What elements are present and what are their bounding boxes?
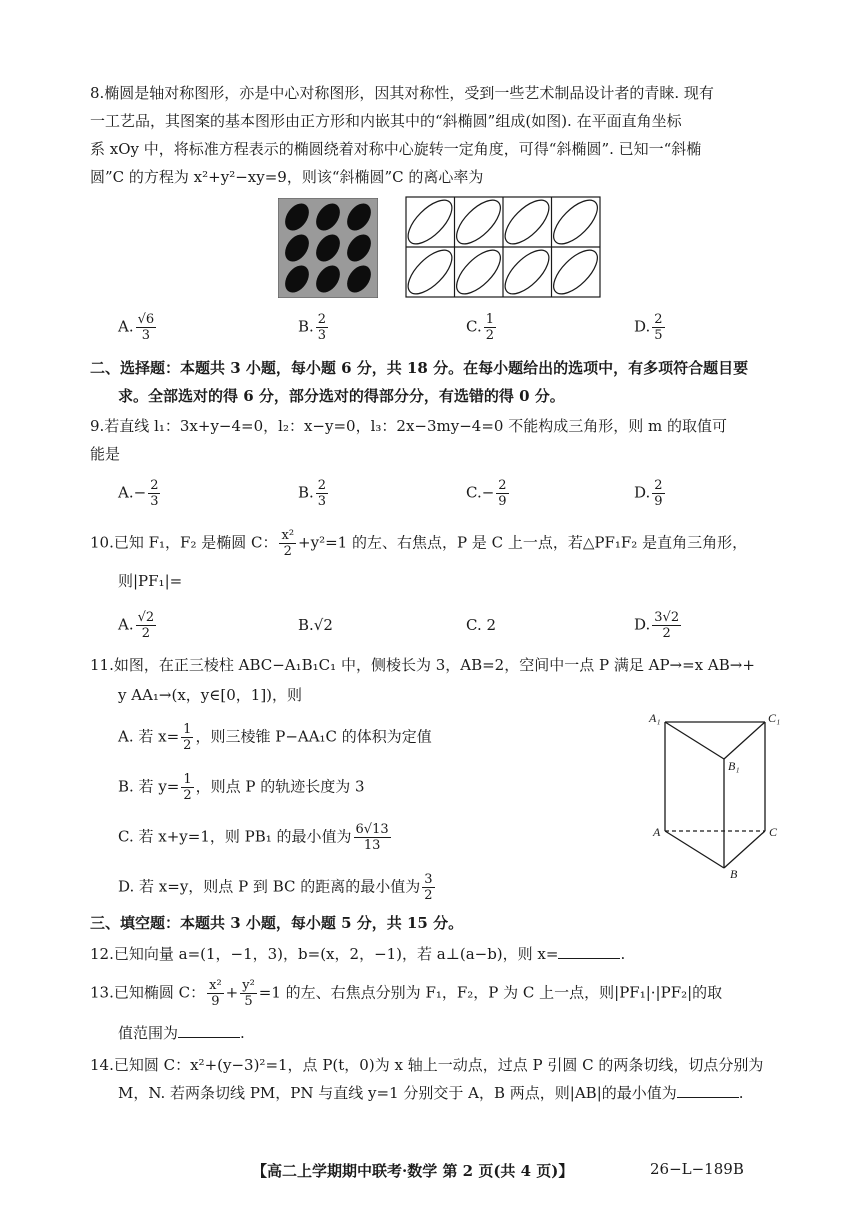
- q12-line: 12.已知向量 a=(1，−1，3)，b=(x，2，−1)，若 a⊥(a−b)，则 x= .: [90, 941, 625, 967]
- q9-option-c[interactable]: C.− $\frac{2}{9}$: [466, 478, 507, 509]
- q9-option-d[interactable]: D. $\frac{2}{9}$: [634, 478, 663, 509]
- q8-line3: 系 xOy 中，将标准方程表示的椭圆绕着对称中心旋转一定角度，可得“斜椭圆”. 已知一“斜椭: [90, 140, 702, 158]
- q8-option-b[interactable]: B. $\frac{2}{3}$: [298, 312, 327, 343]
- q11-prism-figure: [645, 708, 790, 886]
- q13-line2: 值范围为 .: [118, 1020, 245, 1046]
- q10-option-d[interactable]: D. $\frac{3√2}{2}$: [634, 610, 680, 641]
- q11-line2: y AA₁→(x，y∈[0，1])，则: [118, 686, 303, 704]
- section2-heading-line1: 二、选择题：本题共 3 小题，每小题 6 分，共 18 分。在每小题给出的选项中，有多项符合题目要: [90, 359, 749, 377]
- q8-option-c[interactable]: C. $\frac{1}{2}$: [466, 312, 494, 343]
- label-b: B: [730, 867, 738, 881]
- q13-answer-blank[interactable]: [178, 1021, 240, 1038]
- q10-line2: 则|PF₁|=: [118, 572, 183, 590]
- q11-option-d[interactable]: D. 若 x=y，则点 P 到 BC 的距离的最小值为 $\frac{3}{2}$: [118, 872, 433, 903]
- q14-line1: 14.已知圆 C：x²+(y−3)²=1，点 P(t，0)为 x 轴上一动点，过点 P 引圆 C 的两条切线，切点分别为: [90, 1056, 764, 1074]
- label-b1: B₁: [728, 759, 740, 773]
- q8-ellipse-grid-figure: [405, 196, 601, 298]
- exam-code: 26−L−189B: [650, 1160, 744, 1178]
- label-a: A: [653, 825, 661, 839]
- label-c1: C₁: [768, 711, 781, 725]
- q9-option-b[interactable]: B. $\frac{2}{3}$: [298, 478, 327, 509]
- q8-line2: 一工艺品，其图案的基本图形由正方形和内嵌其中的“斜椭圆”组成(如图). 在平面直角坐标: [90, 112, 682, 130]
- section2-heading-line2: 求。全部选对的得 6 分，部分选对的得部分分，有选错的得 0 分。: [118, 387, 565, 405]
- q8-option-d[interactable]: D. $\frac{2}{5}$: [634, 312, 663, 343]
- q10-line1: 10.已知 F₁，F₂ 是椭圆 C： $\frac{\text{x²}}{2}$ +y²=1 的左、右焦点，P 是 C 上一点，若△PF₁F₂ 是直角三角形，: [90, 528, 748, 559]
- q8-option-a[interactable]: A. $\frac{√6}{3}$: [118, 312, 155, 343]
- q8-line4: 圆”C 的方程为 x²+y²−xy=9，则该“斜椭圆”C 的离心率为: [90, 168, 484, 186]
- q14-answer-blank[interactable]: [677, 1081, 739, 1098]
- q10-option-a[interactable]: A. $\frac{√2}{2}$: [118, 610, 155, 641]
- q11-option-c[interactable]: C. 若 x+y=1，则 PB₁ 的最小值为 $\frac{6√13}{13}$: [118, 822, 389, 853]
- q14-line2: M，N. 若两条切线 PM，PN 与直线 y=1 分别交于 A，B 两点，则|AB|的最小值为 .: [118, 1080, 744, 1106]
- q11-option-a[interactable]: A. 若 x= $\frac{1}{2}$ ，则三棱锥 P−AA₁C 的体积为定值: [118, 722, 432, 753]
- q11-line1: 11.如图，在正三棱柱 ABC−A₁B₁C₁ 中，侧棱长为 3，AB=2，空间中一点 P 满足 AP→=x AB→+: [90, 656, 755, 674]
- label-c: C: [769, 825, 778, 839]
- q9-option-a[interactable]: A.− $\frac{2}{3}$: [118, 478, 159, 509]
- section3-heading: 三、填空题：本题共 3 小题，每小题 5 分，共 15 分。: [90, 914, 464, 932]
- q12-answer-blank[interactable]: [558, 942, 620, 959]
- q10-option-b[interactable]: B.√2: [298, 616, 333, 634]
- q9-line2: 能是: [90, 445, 121, 463]
- q13-line1: 13.已知椭圆 C： $\frac{\text{x²}}{9}$ + $\frac{\text{y²}}{5}$ =1 的左、右焦点分别为 F₁，F₂，P 为 C 上一点，则|PF₁|·|PF₂|的取: [90, 978, 723, 1009]
- q8-photo-figure: [278, 198, 378, 298]
- page-footer: 【高二上学期期中联考·数学 第 2 页(共 4 页)】: [252, 1162, 574, 1180]
- q10-option-c[interactable]: C. 2: [466, 616, 497, 634]
- label-a1: A₁: [649, 711, 661, 725]
- q8-line1: 8.椭圆是轴对称图形，亦是中心对称图形，因其对称性，受到一些艺术制品设计者的青睐. 现有: [90, 84, 714, 102]
- q9-line1: 9.若直线 l₁：3x+y−4=0，l₂：x−y=0，l₃：2x−3my−4=0 不能构成三角形，则 m 的取值可: [90, 417, 727, 435]
- q11-option-b[interactable]: B. 若 y= $\frac{1}{2}$ ，则点 P 的轨迹长度为 3: [118, 772, 365, 803]
